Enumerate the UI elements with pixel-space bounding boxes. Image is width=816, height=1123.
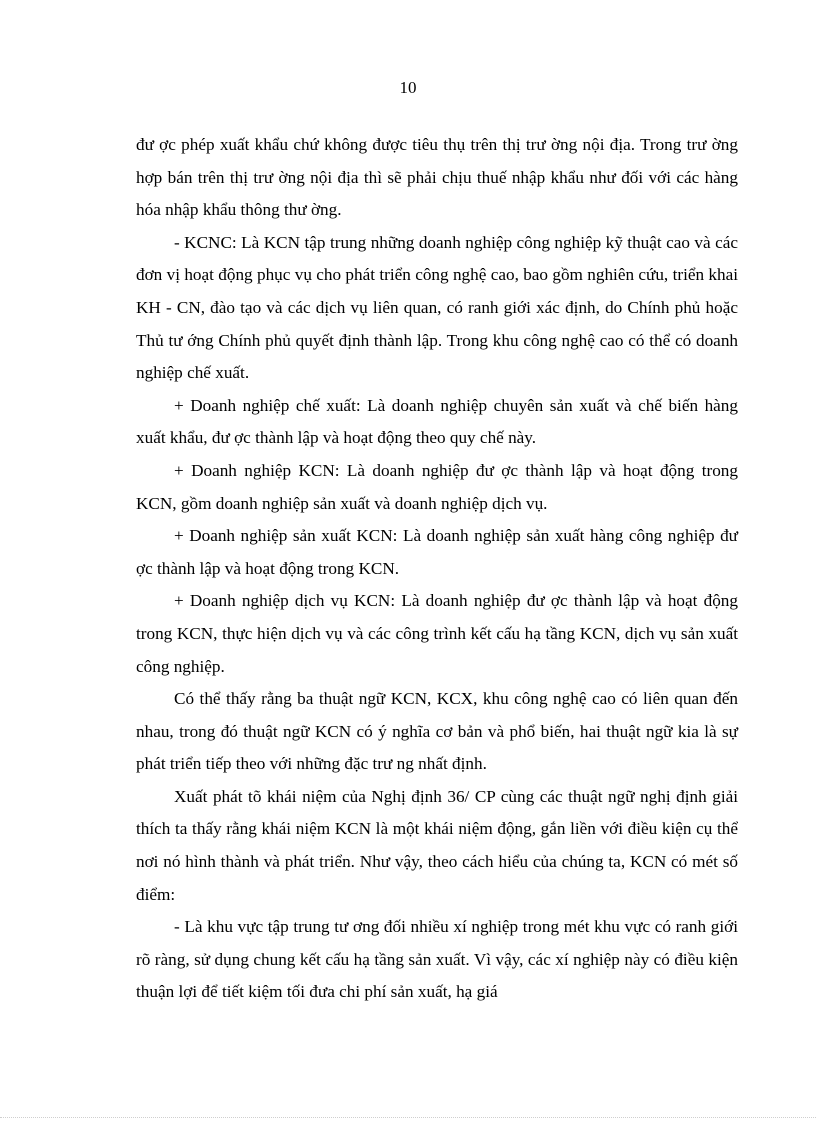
paragraph-kcnc-definition: - KCNC: Là KCN tập trung những doanh nghiệp công nghiệp kỹ thuật cao và các đơn vị hoạt động phục vụ cho phát triển công nghệ cao, bao gồm nghiên cứu, triển khai KH - CN, đào tạo và các dịch vụ liên quan, có ranh giới xác định, do Chính phủ hoặc Thủ tư ớng Chính phủ quyết định thành lập. Trong khu công nghệ cao có thể có doanh nghiệp chế xuất. — [136, 232, 738, 383]
paragraph-export-processing-enterprise: + Doanh nghiệp chế xuất: Là doanh nghiệp chuyên sản xuất và chế biến hàng xuất khẩu, đư ợc thành lập và hoạt động theo quy chế này. — [136, 395, 738, 448]
page-bottom-divider — [0, 1117, 816, 1118]
paragraph-kcn-production-enterprise: + Doanh nghiệp sản xuất KCN: Là doanh nghiệp sản xuất hàng công nghiệp đư ợc thành lập và hoạt động trong KCN. — [136, 526, 738, 578]
paragraph-kcn-service-enterprise: + Doanh nghiệp dịch vụ KCN: Là doanh nghiệp đư ợc thành lập và hoạt động trong KCN, thực hiện dịch vụ và các công trình kết cấu hạ tầng KCN, dịch vụ sản xuất công nghiệp. — [136, 591, 738, 676]
document-body — [136, 129, 738, 1009]
paragraph-decree-concept: Xuất phát tõ khái niệm của Nghị định 36/ CP cùng các thuật ngữ nghị định giải thích ta thấy rằng khái niệm KCN là một khái niệm động, gắn liền với điều kiện cụ thể nơi nó hình thành và phát triển. Như vậy, theo cách hiểu của chúng ta, KCN có mét số điểm: — [136, 786, 738, 904]
paragraph-kcn-enterprise: + Doanh nghiệp KCN: Là doanh nghiệp đư ợc thành lập và hoạt động trong KCN, gồm doanh nghiệp sản xuất và doanh nghiệp dịch vụ. — [136, 460, 738, 513]
paragraph-continuation: đư ợc phép xuất khẩu chứ không được tiêu thụ trên thị trư ờng nội địa. Trong trư ờng hợp bán trên thị trư ờng nội địa thì sẽ phải chịu thuế nhập khẩu như đối với các hàng hóa nhập khẩu thông thư ờng. — [136, 135, 738, 220]
page-number: 10 — [399, 78, 417, 97]
paragraph-terms-relationship: Có thể thấy rằng ba thuật ngữ KCN, KCX, khu công nghệ cao có liên quan đến nhau, trong đó thuật ngữ KCN có ý nghĩa cơ bản và phổ biến, hai thuật ngữ kia là sự phát triển tiếp theo với những đặc trư ng nhất định. — [136, 689, 738, 774]
paragraph-kcn-characteristic: - Là khu vực tập trung tư ơng đối nhiều xí nghiệp trong mét khu vực có ranh giới rõ ràng, sử dụng chung kết cấu hạ tầng sản xuất. Vì vậy, các xí nghiệp này có điều kiện thuận lợi để tiết kiệm tối đưa chi phí sản xuất, hạ giá — [136, 917, 738, 1002]
